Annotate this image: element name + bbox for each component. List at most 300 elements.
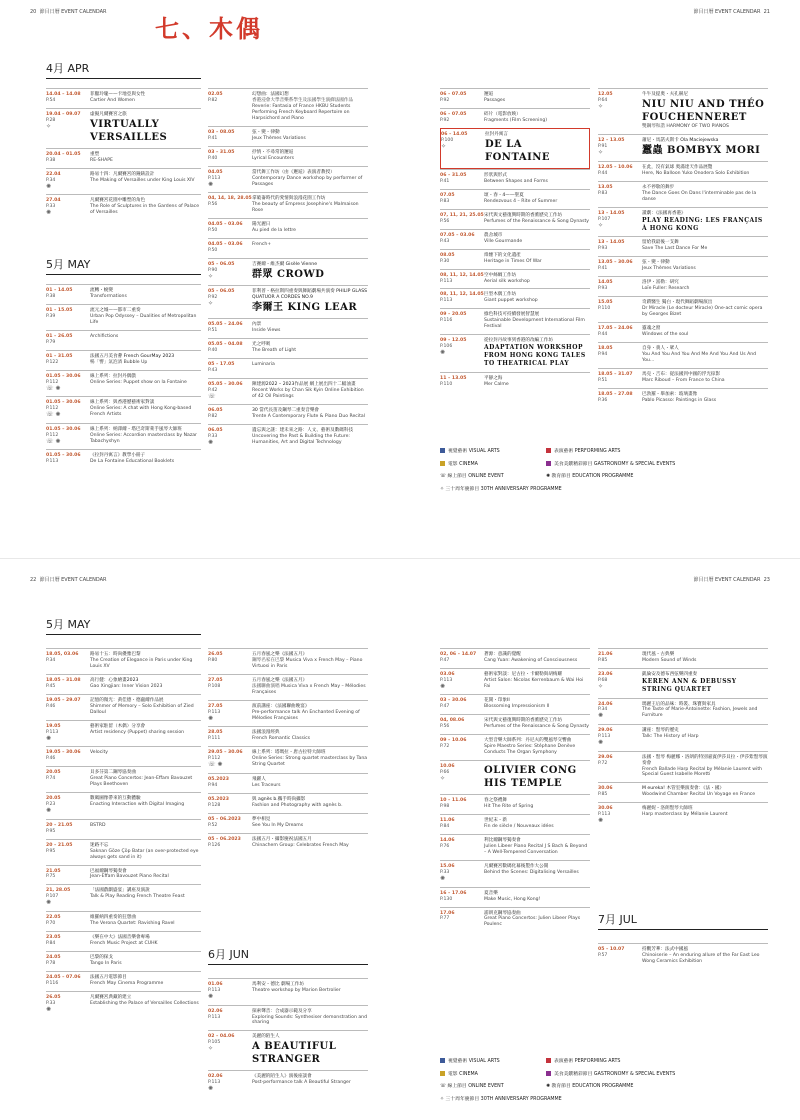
event-text [90,427,201,446]
event-entry [208,813,368,833]
event-text [90,453,201,465]
event-text [252,130,368,142]
event-date-block [208,289,252,314]
event-entry [46,720,201,747]
event-type-icon: ✧ [598,221,604,229]
event-entry [208,358,368,378]
event-title-en: Mer Calme [484,381,509,387]
event-date: 28.05 [208,730,223,736]
event-text [90,770,201,788]
event-date: 14.06 [440,838,455,844]
event-entry [440,88,590,108]
event-entry [46,884,201,911]
event-text [252,342,368,354]
event-title-zh: 法國五月美食薈 French GourMay 2023 [90,353,175,359]
event-date: 02.06 [208,1008,223,1014]
event-text [252,196,368,214]
event-date: 20.04 – 01.05 [46,151,81,157]
event-date: 16 – 17.06 [440,890,467,896]
event-title-zh: 奇蹟醫生 獨白・現代舞蹈劇場演出 [642,300,713,306]
event-title-en: The Taste of Marie-Antoinette: Fashion, Jewels and Furniture [642,707,758,719]
event-date-block [46,152,90,164]
event-entry [598,668,768,698]
event-page: P.68 [598,677,608,683]
event-text [642,652,768,664]
event-date: 06 – 07.05 [440,92,467,97]
event-date: 20 – 21.05 [46,842,73,848]
event-page: P.113 [598,734,611,739]
event-entry [208,404,368,424]
event-title-zh: 拉封丹寓言 [485,131,508,137]
event-title-zh: 弦・變・律動 [642,260,670,266]
event-page: P.66 [440,770,450,776]
event-date: 06 – 07.05 [440,111,467,117]
event-entry [440,229,590,249]
event-title-zh: 《拉封丹寓言》教學小冊子 [90,453,146,459]
event-date: 30.06 [598,806,613,812]
event-entry [440,760,590,794]
event-date-block [46,198,90,217]
event-entry [440,308,590,334]
event-page: P.113 [440,677,453,683]
event-type-icon: ✺ [46,899,52,907]
event-page: P.112 [46,406,59,412]
event-title-en: 雙鋼琴和諧 HARMONY OF TWO PIANOS [642,123,729,129]
event-entry [46,971,201,991]
event-page: P.95 [46,828,56,834]
event-date-block [598,326,642,338]
event-text [90,823,201,835]
event-date-block [46,374,90,393]
event-page: P.45 [46,683,56,689]
event-title-en: Make Music, Hong Kong! [484,896,541,902]
event-title-zh: 讀劇：《法國再香港》 [642,210,686,216]
event-title-zh: 線上系列：拉封丹偶戲 [90,373,136,379]
event-page: P.113 [208,709,221,715]
event-text [90,172,201,191]
event-title-en: Pre-performance talk An Enchanted Evening of Mélodies Françaises [252,709,360,721]
event-title-en: Archifictions [90,333,119,339]
event-entry [208,338,368,358]
event-date: 08, 11, 12, 14.05 [440,272,484,278]
event-title-en: Trente A Contemporary Flute & Piano Duo Recital [252,414,366,420]
events-column-3 [440,88,590,392]
event-date-block [440,273,484,285]
event-date-block [598,211,642,233]
event-date-block [440,376,484,388]
event-page: P.50 [208,228,218,234]
event-date: 02, 06 – 14.07 [440,652,477,657]
event-entry [46,865,201,885]
event-title-en: Contemporary Dance workshop by performer of Passages [252,175,363,187]
event-date: 17.06 [440,910,455,916]
event-title-en: The Dance Goes On Dans l'interminable pas de la danse [642,190,757,202]
event-date-block [440,292,484,304]
event-date-block [46,770,90,788]
event-type-icon: ✧ [208,1045,214,1053]
event-date-block [440,173,484,185]
event-title-en: Artist Salon: Nicolas Kerrenbaum & Wai Hoi Fai [484,677,584,689]
event-date-block [46,334,90,346]
event-entry [598,943,768,969]
event-entry [598,181,768,207]
event-title-en: Gao Xingjian: Inner Vision 2023 [90,683,163,689]
event-title-en: French+ [252,242,272,248]
event-title-en: Recent Works by Chan Sik Kyin Online Exhibition of 42 Oil Paintings [252,387,364,399]
event-text [90,354,201,366]
event-text [252,837,368,849]
event-page: P.51 [598,377,608,383]
event-title-zh: 夢中相見 [252,816,271,822]
event-date-block [208,837,252,849]
event-entry [208,218,368,238]
event-type-icon: ✺ [598,738,604,746]
event-date-block [46,678,90,690]
event-text [642,346,768,364]
event-date: 07.05 [440,192,455,198]
event-date: 10.06 [440,764,455,770]
gastronomy-swatch [546,461,551,466]
event-title-en: French Music Project at CUHK [90,940,158,946]
event-title-zh: 巴黎的探戈 [90,954,113,960]
event-entry [208,700,368,727]
event-title-en: Fragments (Film Screening) [484,117,548,123]
event-page: P.83 [598,190,608,196]
event-date-block [208,982,252,1001]
event-text [642,165,768,177]
event-page: P.110 [440,381,453,387]
events-column-b1 [46,648,201,1017]
event-date-block [598,300,642,318]
event-date: 15.05 [598,300,613,306]
event-title-display: DE LA FONTAINE [485,138,551,163]
event-page: P.85 [598,792,608,798]
event-entry [46,330,201,350]
event-page: P.28 [46,117,56,123]
event-entry [208,88,368,126]
event-text [90,152,201,164]
event-date: 09 – 10.06 [440,738,467,744]
event-date-block [440,253,484,265]
event-title-zh: 法國・豎琴 梅麗娜・洛朗的特別嘉賓伊莎貝拉・伊莎紫豎琴演奏會 [642,754,768,766]
event-title-zh: 邂逅 [484,92,494,97]
event-type-icon: ☏ ✺ [46,384,61,392]
event-date-block [598,755,642,779]
event-title-zh: 「法國戲劇盛宴」講座及演說 [90,888,150,894]
event-title-en: Exploring Sounds: Synthesiser demonstration and sharing [252,1014,368,1026]
event-title-en: Luminaria [252,361,275,367]
event-date-block [208,150,252,162]
event-text [642,300,768,318]
event-entry [208,1030,368,1070]
event-date-block [598,260,642,272]
education-icon: ✺ [546,474,552,480]
event-page: P.83 [440,198,450,204]
event-text [252,652,368,670]
event-title-en: Shimmer of Memory – Solo Exhibition of Zied Dalloul [90,703,194,715]
event-page: P.46 [46,703,56,709]
event-page: P.74 [46,776,56,782]
event-title-zh: 花開・印象II [484,698,510,704]
event-entry [46,648,201,674]
event-title-zh: 平靜之海 [484,375,503,381]
event-type-icon: ✺ [208,992,214,1000]
event-title-zh: 凡爾賽宮典藏的建立 [90,994,132,1000]
event-title-en: Jeux Thèmes Variations [252,135,306,141]
event-date-block [46,935,90,947]
event-page: P.33 [208,434,218,440]
event-page: P.46 [46,756,56,762]
event-date: 05 – 06.2023 [208,836,241,842]
event-entry [598,256,768,276]
legend-bottom: 視覺藝術 VISUAL ARTS 表演藝術 PERFORMING ARTS 電影 CINEMA 美食美饌精彩節目 GASTRONOMY & SPECIAL EVENTS ☏ 線上節目 ONLINE EVENT ✺ 教育節目 EDUCATION PROGRAMME ✧ 三十周年慶節目 30TH ANNIVERSARY PROGRAMME [440,1059,676,1102]
event-date-block [598,372,642,384]
event-date-block [46,915,90,927]
event-date-block [208,704,252,723]
event-date: 05 – 10.07 [598,947,625,952]
event-date: 07.05 – 03.06 [440,232,475,238]
event-date: 26.05 [208,652,223,657]
event-date-block [208,196,252,214]
event-text [252,750,368,769]
event-page: P.23 [46,802,56,808]
event-title-zh: 洛伊・富勒：研究 [642,280,679,286]
event-title-zh: 在此，沒有氣球 奧滿達天作品展覽 [642,164,713,170]
event-date-block [46,843,90,861]
event-date: 20 – 21.05 [46,822,73,828]
event-page: P.64 [598,97,608,103]
legend: 視覺藝術 VISUAL ARTS 表演藝術 PERFORMING ARTS 電影 CINEMA 美食美饌精彩節目 GASTRONOMY & SPECIAL EVENTS ☏ 線上節目 ONLINE EVENT ✺ 教育節目 EDUCATION PROGRAMME ✧ 三十周年慶節目 30TH ANNIVERSARY PROGRAMME [440,449,676,492]
event-entry [46,370,201,397]
event-title-en: Blossoming Impressionism II [484,704,550,710]
event-entry [46,911,201,931]
events-column-b4b [598,943,768,969]
event-date: 21.05 [46,868,61,874]
event-title-en: Chinachem Group: Celebrates French May [252,842,349,848]
event-type-icon: ✺ [598,817,604,825]
event-date: 03.06 [440,671,455,677]
event-title-en: Fashion and Photography with agnès b. [252,802,343,808]
event-type-icon: ✺ [46,734,52,742]
event-title-en: Ville Gourmande [484,238,523,244]
event-page: P.116 [440,318,453,324]
event-title-zh: 菲利普・格拉斯四重奏與舞蹈劇場共演奏 PHILIP GLASS QUATUOR A CORDES NO.9 [252,289,368,300]
month-header-jul: 7月 JUL [598,913,768,930]
event-page: P.84 [46,940,56,946]
event-title-en: Marc Riboud – From France to China [642,377,725,383]
event-type-icon: ✧ [46,122,52,130]
event-page: P.52 [208,822,218,828]
event-date-block [598,392,642,404]
event-title-zh: 路易十四：凡爾賽宮的鐘錶設計 [90,171,155,177]
event-date-block [440,738,484,756]
event-title-en: Great Piano Concertos: Julien Libeer Plays Poulenc [484,916,581,928]
event-text [484,838,590,856]
event-entry [440,814,590,834]
event-title-zh: 內景 [252,321,262,327]
event-date: 05.05 – 04.08 [208,341,243,347]
event-date: 26.05 [46,994,61,1000]
event-date: 08.05 [440,252,455,258]
event-entry [46,168,201,195]
event-page: P.91 [598,143,608,149]
event-date: 19.04 – 09.07 [46,111,81,117]
event-entry [208,1070,368,1097]
event-entry [440,128,590,169]
event-page: P.92 [208,294,218,300]
event-page: P.111 [208,736,221,742]
event-date-block [208,408,252,420]
event-type-icon: ☏ ✺ [46,411,61,419]
event-page: P.106 [440,344,453,350]
event-title-zh: 菲臘玲瓏——卡地亞與女性 [90,92,146,97]
event-entry [440,169,590,189]
event-text [484,718,590,730]
event-title-en: Spire Maestro Series: Stéphane Denève Conducts The Organ Symphony [484,744,576,756]
event-title-zh: 與 agnès b.攜手時尚攝影 [252,796,306,802]
page-number-20: 20 節目日曆 EVENT CALENDAR [30,9,107,15]
event-title-en: Hit The Rite of Spring [484,804,534,810]
event-title-zh: 藝術家駐留（木偶）分享會 [90,723,146,729]
event-date: 21.06 [598,652,613,657]
month-header-may-b: 5月 MAY [46,618,201,635]
event-page: P.30 [440,258,450,264]
event-type-icon: ✺ [598,712,604,720]
event-text [252,170,368,189]
event-title-zh: 宋代與文藝復興時期的香薰歷史工作坊 [484,212,563,218]
event-date-block [46,354,90,366]
event-title-zh: 30 當代長笛及鋼琴二重奏音樂會 [252,408,320,414]
event-title-zh: 宋代與文藝復興時期的香薰歷史工作坊 [484,718,563,724]
event-date: 01.05 – 30.06 [46,426,81,432]
event-date: 05.05 – 30.06 [208,381,243,387]
page-number-22: 22 節目日曆 EVENT CALENDAR [30,577,107,583]
month-header-jun: 6月 JUN [208,948,368,965]
event-title-zh: 世紀末・新 [484,818,507,824]
event-title-zh: 抒情・不尋常的邂逅 [252,149,294,155]
event-date: 04.05 – 03.06 [208,242,243,248]
event-title-en: Artist residency (Puppet) sharing session [90,729,185,735]
event-page: P.94 [598,351,608,357]
event-title-zh: 蒼源：意識的覺醒 [484,652,521,657]
event-entry [440,714,590,734]
events-column-b2 [208,648,368,853]
event-title-en: Lyrical Encounters [252,155,294,161]
event-text [484,891,590,903]
event-date: 01 – 15.05 [46,307,73,313]
education-icon: ✺ [546,1084,552,1090]
event-page: P.34 [46,657,56,663]
event-title-zh: M eureka! 木管室樂演奏會：《法・國》 [642,786,724,792]
events-column-b4 [598,648,768,829]
event-date-block [46,308,90,326]
event-date: 12 – 13.05 [598,137,625,143]
event-date-block [46,453,90,465]
event-page: P.90 [208,268,218,273]
event-title-display: PLAY READING: LES FRANÇAIS À HONG KONG [642,216,763,232]
event-title-en: Sustainable Development International Film Festival [484,318,585,330]
event-title-en: Chinoiserie – An enduring allure of the Far East Leo Wong Ceramics Exhibition [642,952,760,964]
event-entry [208,126,368,146]
event-page: P.130 [440,896,453,902]
event-page: P.76 [440,844,450,850]
event-entry [46,931,201,951]
event-text [90,112,201,144]
event-title-en: Woodwind Chamber Recital Un Voyage en France [642,792,756,798]
event-title-display: OLIVIER CONG HIS TEMPLE [484,765,577,790]
event-page: P.98 [440,804,450,810]
event-type-icon: ✺ [46,807,52,815]
event-date: 18.05, 03.06 [46,652,79,657]
event-title-zh: 現代風・古典樂 [642,652,675,657]
event-date-block [440,672,484,691]
event-entry [598,724,768,751]
event-page: P.70 [46,920,56,926]
event-entry [208,238,368,258]
event-title-en: French May Cinema Programme [90,980,164,986]
event-date: 19.05 [46,723,61,729]
visual-arts-swatch [440,1058,445,1063]
event-date: 02 – 04.06 [208,1034,235,1040]
event-entry [208,648,368,674]
event-page: P.110 [598,306,611,312]
event-title-en: Rendezvous 4 – Rite of Summer [484,198,558,204]
event-date-block [46,288,90,300]
event-title-display: VIRTUALLY VERSAILLES [90,118,168,143]
event-entry [440,372,590,392]
event-page: P.56 [440,218,450,224]
event-type-icon: ✧ [598,148,604,156]
event-page: P.105 [208,1040,221,1046]
event-title-en: See You In My Dreams [252,822,304,828]
event-date-block [440,864,484,883]
event-date-block [440,652,484,664]
event-text [90,750,201,762]
event-page: P.78 [46,960,56,966]
event-entry [46,839,201,865]
event-date-block [440,338,484,367]
event-date: 03 – 08.05 [208,129,235,135]
event-title-zh: 馬利安・德比 劇場工作坊 [252,982,304,987]
event-title-en: 法國聯曲演唱 Musica Viva x French May – Mélodies Françaises [252,683,366,695]
event-text [484,818,590,830]
event-text [90,955,201,967]
event-text [252,92,368,122]
event-date: 06 – 14.05 [441,131,468,137]
event-text [484,738,590,756]
event-date: 01 – 31.05 [46,353,73,359]
event-entry [440,907,590,933]
event-page: P.112 [46,432,59,438]
event-title-en: The Making of Versailles under King Louis XIV [90,177,195,183]
event-text [252,1009,368,1027]
event-date-block [440,718,484,730]
event-title-zh: 流轉・蛻變 [90,288,113,293]
page-title: 七、木偶 [155,15,263,43]
anniversary-icon: ✧ [440,1096,446,1102]
event-page: P.113 [208,1080,221,1086]
event-page: P.113 [440,298,453,304]
event-date-block [46,823,90,835]
event-page: P.93 [598,286,608,292]
event-title-display: KEREN ANN & DEBUSSY STRING QUARTET [642,677,737,693]
event-page: P.72 [598,760,608,766]
event-title-en: Enacting Interaction with Digital Imaging [90,802,185,808]
event-title-en: Jeux Thèmes Variations [642,266,696,272]
event-type-icon: ✧ [208,299,214,307]
event-title-zh: 大型音樂大師系列：丹尼夫的雙風琴交響曲 [484,738,572,744]
event-type-icon: ✺ [440,349,446,357]
